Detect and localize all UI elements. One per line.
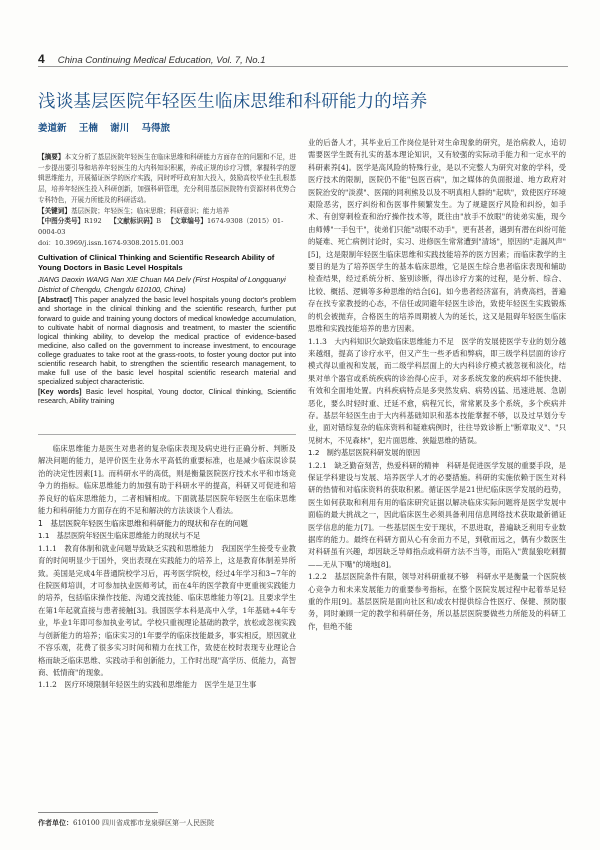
english-keywords (38, 387, 296, 405)
en-abstract-label: [Abstract] (38, 295, 72, 305)
section-heading: 1 基层医院年轻医生临床思维和科研能力的现状和存在的问题 (38, 519, 248, 529)
footnote-text: 610100 四川省成都市龙泉驿区第一人民医院 (73, 819, 214, 827)
article-title: 浅谈基层医院年轻医生临床思维和科研能力的培养 (38, 92, 428, 112)
author: 王楠 (78, 123, 98, 134)
footnote (38, 818, 214, 828)
author: 姜道新 (38, 123, 67, 134)
footnote-label: 作者单位： (38, 819, 73, 827)
header-rule (38, 66, 568, 67)
doc-value: B (156, 217, 162, 226)
classification-line (38, 216, 296, 237)
author-list (38, 120, 179, 134)
paragraph: 临床思维能力是医生对患者的复杂临床表现及病史进行正确分析、判断及解决问题的能力，是评价医生业务水平高低的重要标准，也是减少临床误诊误治的决定性因素[1]。而科研水平的高低，则是衡量医院医疗技术水平和市场竞争力的指标。临床思维能力的加强有助于科研水平的提高，科研又可促进和培养良好的临床思维能力，二者相辅相成。下面就基层医院年轻医生在临床思维能力和科研能力方面存在的不足和解决的方法谈谈个人看法。 (38, 444, 296, 516)
abstract-text: 本文分析了基层医院年轻医生在临床思维和科研能力方面存在的问题和不足，进一步提出要引导和培养年轻医生的大内科知识积累，养成正规的诊疗习惯，掌握科学的逻辑思维能力，开展循证医学的医疗实践，同时呼吁政府加大投入，鼓励高校毕业生扎根基层，培养年轻医生投入科研创新，加强科研管理，充分利用基层医院特有资源材料优势合专科特色，开展力所能及的科研活动。 (38, 153, 297, 204)
art-value: 1674-9308（2015）01-0004-03 (38, 217, 284, 236)
paragraph: 1.1.2 医疗环境限制年轻医生的实践和思维能力 医学生是卫生事 (38, 680, 257, 690)
journal-name: China Continuing Medical Education, Vol. 7, No.1 (57, 55, 266, 66)
paragraph: 1.2.2 基层医院条件有限，领导对科研重视不够 科研水平是衡量一个医院核心竞争力和未来发展能力的重要参考指标，在整个医院发展过程中起着举足轻重的作用[9]。基层医院是面向社区和/或农村提供综合性医疗、保健、预防服务，同时兼顾一定的教学和科研任务，所以基层医院要做些力所能及的科研工作，但绝不能 (308, 572, 566, 631)
en-keywords-text: Basic level hospital, Young doctor, Clinical thinking, Scientific research, Ability training (38, 387, 297, 406)
subsection-heading: 1.1 基层医院年轻医生临床思维能力的现状与不足 (38, 531, 201, 541)
cls-value: R192 (84, 217, 102, 226)
en-keywords-label: [Key words] (38, 387, 82, 397)
body-column-right (308, 137, 566, 633)
footnote-rule (38, 812, 158, 813)
abstract-separator (38, 434, 296, 435)
author: 谢川 (110, 123, 130, 134)
paragraph: 1.2.1 缺乏勤奋刻苦，热爱科研的精神 科研是促进医学发展的重要手段，是保证学科建设与发展、培养医学人才的必要措施。科研的实施依赖于医生对科研的热情和对临床资料的获取积累。循证医学是21世纪临床医学发展的趋势，医生如何获取和利用有用的临床研究证据以解决临床实际问题将是医学发展中面临的最大挑战之一，因此临床医生必须具备利用信息网络技术获取最新循证医学信息的能力[7]。一些基层医生安于现状，不思进取，普遍缺乏利用专业数据库的能力。最终在科研方面从心有余而力不足，到敬而远之，偶有少数医生对科研虽有兴趣，却因缺乏导师指点或科研方法不当等，而陷入"黄鼠狼吃刺猬——无从下嘴"的境地[8]。 (308, 460, 566, 569)
doc-label: 【文献标识码】 (110, 217, 157, 226)
en-abstract-text: This paper analyzed the basic level hospitals young doctor's problem and shortage in the clinical thinking and the scientific research, further put forward to guide and training young doctors of medical knowledge accumulation, to cultivate habit of normal diagnosis and treatment, to master the scientific logical thinking ability, to develop the medical practice of evidence-based medicine, also called on the government to increase investment, to encourage college graduates to take root at the grass-roots, to foster young doctor put into scientific research habit, to strengthen the scientific research management, to make full use of the basic level hospital scientific research material and specialized subject characteristic. (38, 295, 296, 387)
author: 马得旅 (141, 123, 170, 134)
paragraph: 1.1.1 教育体制和就业问题导致缺乏实践和思维能力 我国医学生接受专业教育的时间明显少于国外，突出表现在实践能力的培养上，这是教育体制差异所致。美国是完成4年普通院校学习后，再考医学院校，经过4年学习和3~7年的住院医师培训，才可参加执业医师考试，而在4年的医学教育中更重视实践能力的培养，包括临床操作技能、沟通交流技能、临床思维能力等[2]。且要求学生在第1年起就直接与患者接触[3]。我国医学本科是高中入学，1年基础+4年专业，毕业1年即可参加执业考试。学校只重视理论基础的教学，放松或忽视实践与创新能力的培养；临床实习的1年要学的临床技能最多，事实相反，原因就业不容乐观，花费了很多实习时间和精力在找工作，致使在校时表现专业理论合格而缺乏临床思维、实践动手和创新能力，工作时出现"高学历、低能力，高智商、低情商"的现象。 (38, 543, 296, 677)
subsection-heading: 1.2 制约基层医院科研发展的原因 (308, 448, 421, 458)
doi: doi：10.3969/j.issn.1674-9308.2015.01.003 (38, 238, 184, 247)
art-label: 【文章编号】 (167, 217, 207, 226)
english-authors: JIANG Daoxin WANG Nan XIE Chuan MA Delv (First Hospital of Longquanyi District of Chengdu, Chengdu 610100, China) (38, 275, 286, 294)
keywords-text: 基层医院；年轻医生；临床思维；科研意识；能力培养 (70, 206, 230, 215)
paragraph: 1.1.3 大内科知识欠缺致临床思维能力不足 医学的发展使医学专业的划分越来越细，提高了诊疗水平，但又产生一些矛盾和弊病，即三级学科层面的诊疗模式得以重视和发展，而二级学科层面上的大内科诊疗模式被忽视和淡化，结果对单个器官或系统疾病的诊治得心应手，对多系统发象的疾病却不能快捷、有效和全面地处置。内科疾病特点是多突然发病、病势凶猛、迅速进展、急剧恶化，要么时轻时重、迁延不愈，病程冗长，常常累及多个系统，多个疾病并存。基层年轻医生由于大内科基础知识和基本技能掌握不够，以及过早划分专业，面对错综复杂的临床资料和疑难病例时，往往导致诊断上"断章取义"、"只见树木，不见森林"，犯片面思维、狭隘思维的错误。 (308, 336, 566, 445)
abstract-label: 【摘要】 (38, 153, 65, 161)
abstract-cn (38, 152, 296, 206)
running-header (38, 48, 568, 64)
keywords-cn (38, 206, 296, 217)
english-abstract (38, 295, 296, 386)
page-number: 4 (38, 52, 45, 66)
keywords-label: 【关键词】 (38, 206, 71, 215)
english-title: Cultivation of Clinical Thinking and Scientific Research Ability of Young Doctors in Basic Level Hospitals (38, 253, 275, 273)
body-column-left (38, 443, 296, 692)
cls-label: 【中图分类号】 (38, 217, 85, 226)
abstract-block (38, 152, 296, 405)
paragraph: 业的后备人才，其毕业后工作岗位是针对生命现象的研究，是治病救人，追切需要医学生既有扎实的基本理论知识，又有较强的实际动手能力和一定水平的科研素养[4]。医学是高风险的特殊行业，是以不完整人为研究对象的学科，受医疗技术的限制，医院仍不能"包医百病"，加之媒体的负面报道、地方政府对医院治安的"淡漠"、医闹的同利熊及以及不明真相人群的"起哄"，致使医疗环境艰险恶劣，医疗纠纷和伤医事件频繁发生。为了规避医疗风险和纠纷，如手术、有创穿刺检查和治疗操作技术等，既往由"放手不放眼"的徒弟实施，现今由师傅"一手包干"，徒弟们只能"动眼不动手"，更有甚者，遇到有潜在纠纷可能的疑难、死亡病例讨论时，实习、进修医生常常遭到"清场"，原因的"走漏风声"[5]，这是限制年轻医生临床思维和实践技能培养的医方因素；而临床教学的主要目的是为了培养医学生的基本临床思维，它是医生综合患者临床表现和辅助检查结果，经过系统分析、鉴别诊断，得出诊疗方案的过程，是分析、综合、比较、概括、逻辑等多种思维的结合[6]。如今患者经济富有，消费高档，普遍存在找专家教授的心态，不信任或同避年轻医生诊治，致使年轻医生实践锻炼的机会被抛弃，合格医生的培养周期被人为的延长，这又是阻碍年轻医生临床思维和实践技能培养的患方因素。 (308, 138, 566, 334)
